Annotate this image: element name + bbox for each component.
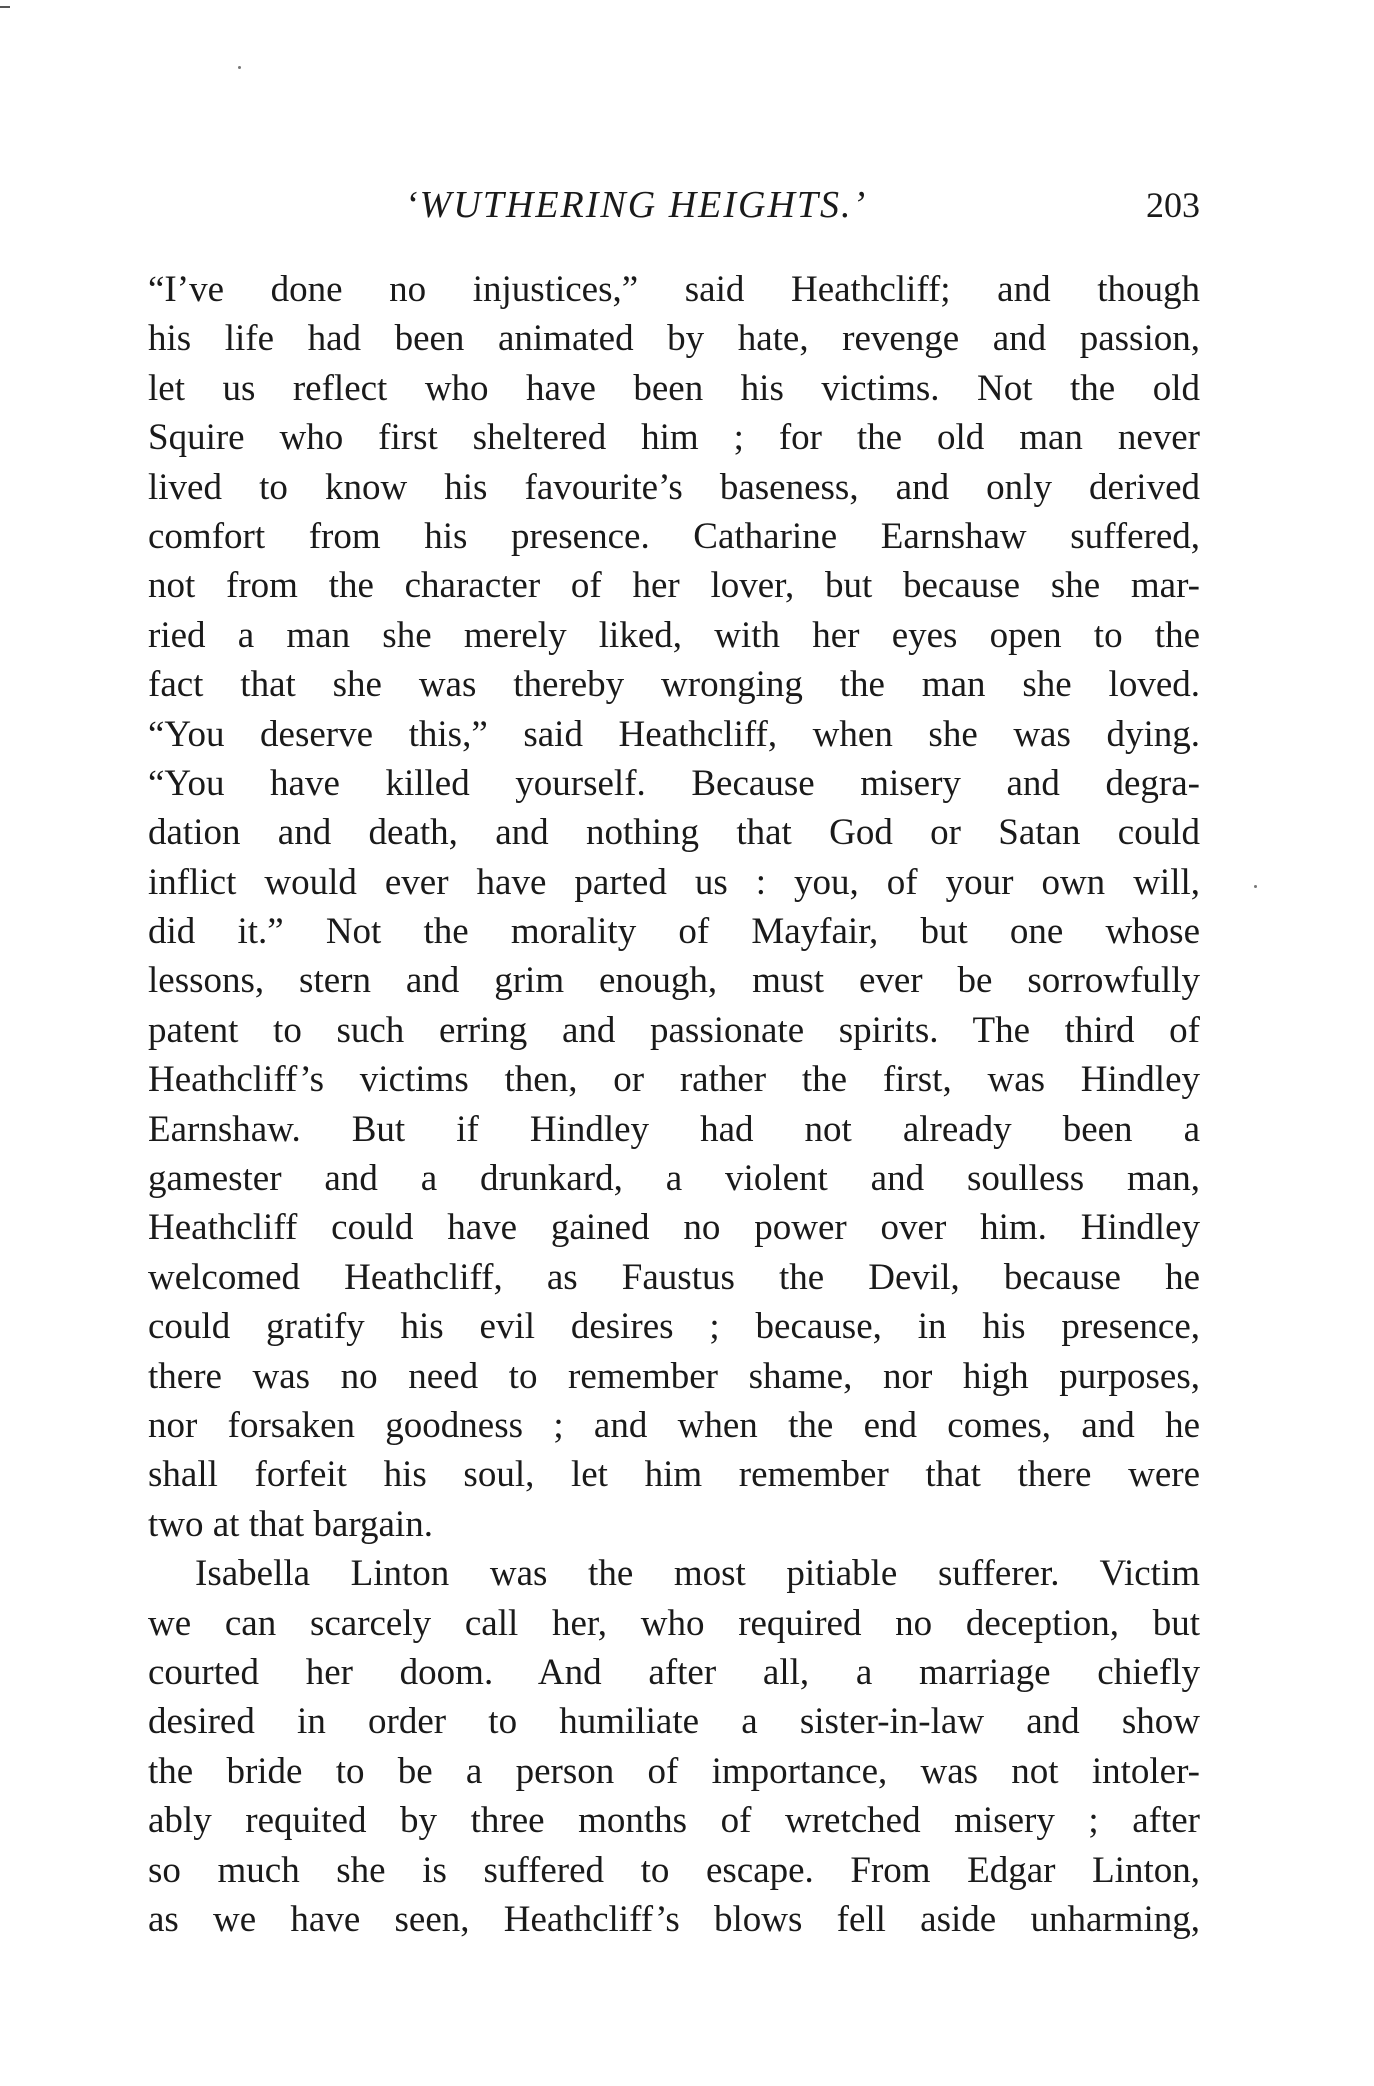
text-line: Isabella Linton was the most pitiable sufferer. Victim: [195, 1553, 1200, 1595]
text-line: the bride to be a person of importance, was not intoler-: [148, 1750, 1200, 1792]
text-line: nor forsaken goodness ; and when the end comes, and he: [148, 1404, 1200, 1446]
paper-speck: [1254, 885, 1257, 888]
text-line: there was no need to remember shame, nor high purposes,: [148, 1355, 1200, 1397]
text-line: Squire who first sheltered him ; for the old man never: [148, 417, 1200, 459]
text-line: desired in order to humiliate a sister-in-law and show: [148, 1701, 1200, 1743]
text-line: did it.” Not the morality of Mayfair, but one whose: [148, 911, 1200, 953]
text-line: so much she is suffered to escape. From Edgar Linton,: [148, 1849, 1200, 1891]
running-title: ‘WUTHERING HEIGHTS.’: [405, 184, 868, 226]
text-line: shall forfeit his soul, let him remember that there were: [148, 1454, 1200, 1496]
text-line: comfort from his presence. Catharine Earnshaw suffered,: [148, 515, 1200, 557]
paragraph-2: [148, 1549, 1200, 1944]
page-number: 203: [1146, 185, 1200, 225]
text-line: lived to know his favourite’s baseness, and only derived: [148, 466, 1200, 508]
page-header: [150, 180, 1200, 230]
page-body: [148, 265, 1200, 1944]
text-line: not from the character of her lover, but because she mar-: [148, 565, 1200, 607]
text-line: fact that she was thereby wronging the man she loved.: [148, 664, 1200, 706]
text-line: let us reflect who have been his victims. Not the old: [148, 367, 1200, 409]
text-line: patent to such erring and passionate spirits. The third of: [148, 1009, 1200, 1051]
text-line: dation and death, and nothing that God or Satan could: [148, 812, 1200, 854]
text-line: as we have seen, Heathcliff’s blows fell aside unharming,: [148, 1898, 1200, 1940]
text-line: ried a man she merely liked, with her eyes open to the: [148, 614, 1200, 656]
paper-speck: [238, 66, 241, 69]
scan-edge-mark: [0, 6, 10, 8]
text-line: ably requited by three months of wretched misery ; after: [148, 1800, 1200, 1842]
text-line: courted her doom. And after all, a marriage chiefly: [148, 1651, 1200, 1693]
paragraph-1: [148, 265, 1200, 1549]
text-line: lessons, stern and grim enough, must ever be sorrowfully: [148, 960, 1200, 1002]
text-line: “You have killed yourself. Because misery and degra-: [148, 762, 1200, 804]
text-line: gamester and a drunkard, a violent and soulless man,: [148, 1158, 1200, 1200]
text-line: Earnshaw. But if Hindley had not already been a: [148, 1108, 1200, 1150]
text-line: “You deserve this,” said Heathcliff, when she was dying.: [148, 713, 1200, 755]
text-line: “I’ve done no injustices,” said Heathcliff; and though: [148, 269, 1200, 310]
text-line: could gratify his evil desires ; because, in his presence,: [148, 1306, 1200, 1348]
text-line: Heathcliff could have gained no power over him. Hindley: [148, 1207, 1200, 1249]
text-line: inflict would ever have parted us : you, of your own will,: [148, 861, 1200, 903]
text-line: we can scarcely call her, who required no deception, but: [148, 1602, 1200, 1644]
text-line: two at that bargain.: [148, 1503, 433, 1545]
text-line: welcomed Heathcliff, as Faustus the Devil, because he: [148, 1256, 1200, 1298]
text-line: his life had been animated by hate, revenge and passion,: [148, 318, 1200, 360]
text-line: Heathcliff’s victims then, or rather the first, was Hindley: [148, 1059, 1200, 1101]
